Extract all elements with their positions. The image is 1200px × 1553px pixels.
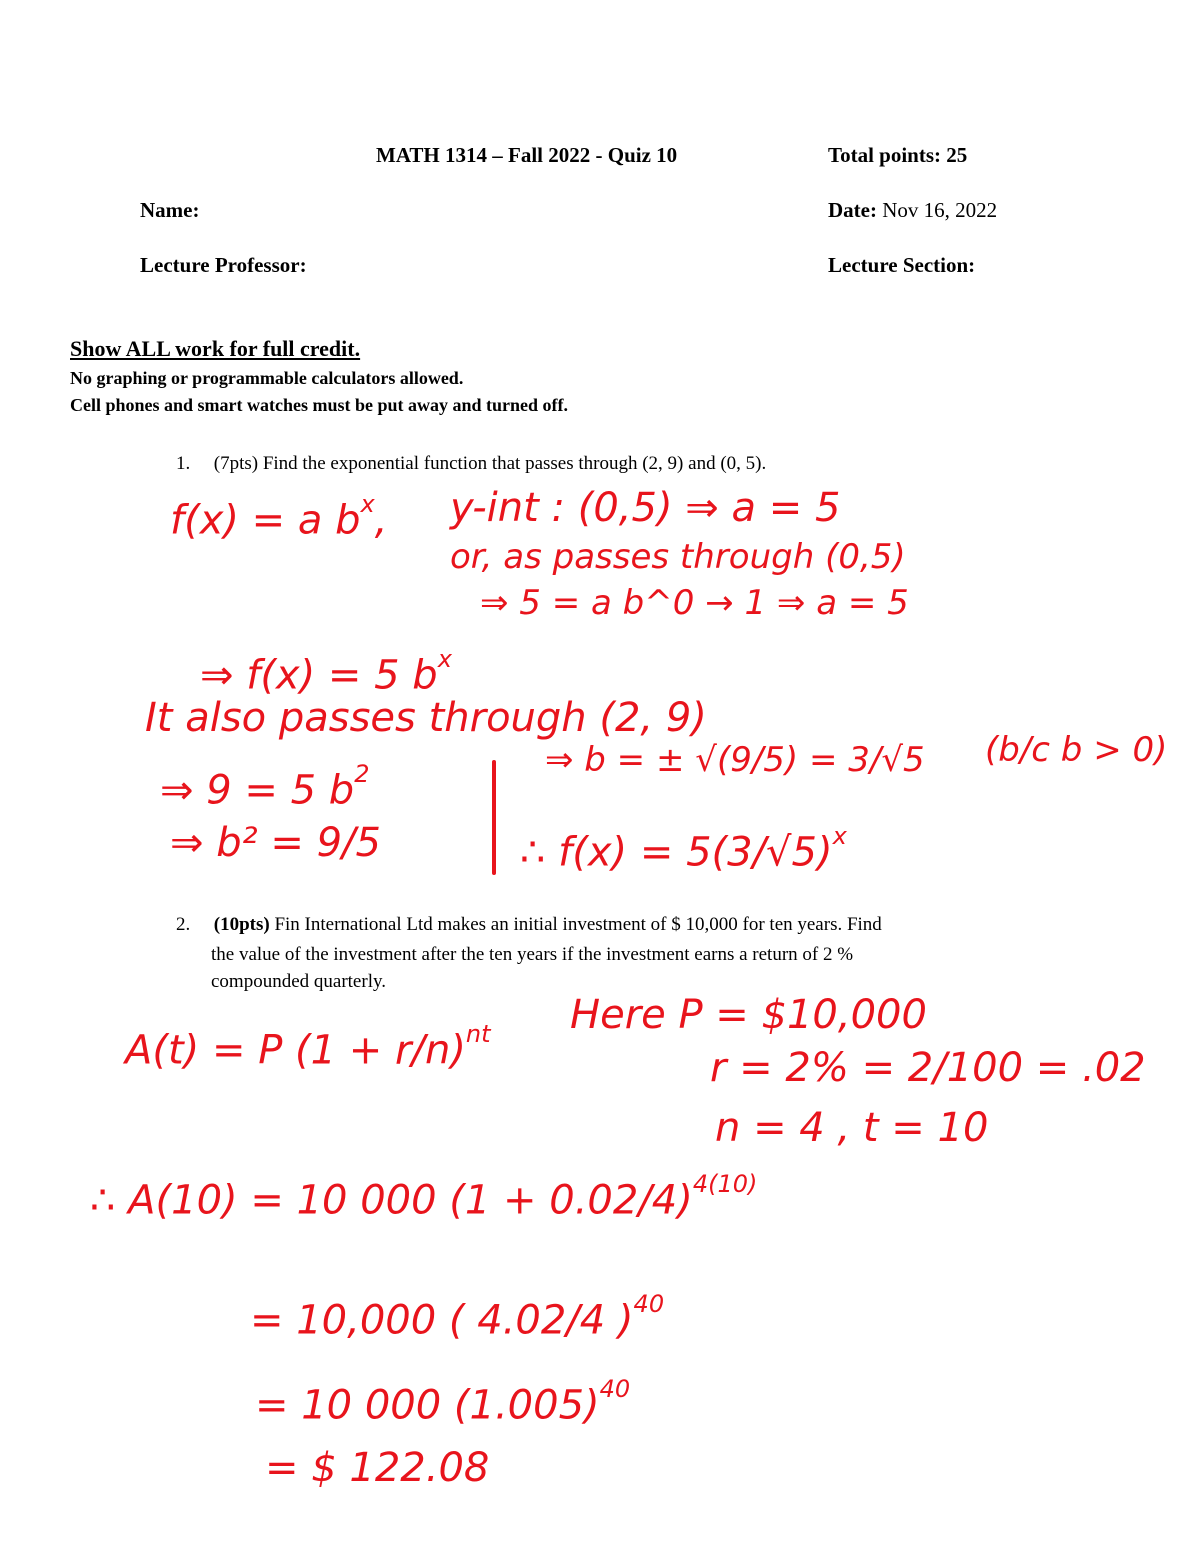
hw-q1-right-1-note: (b/c b > 0) (985, 730, 1168, 770)
question-1 (176, 452, 766, 476)
hw-q2-formula: A(t) = P $(1 + r/n)^{nt}$ (125, 1020, 491, 1074)
total-points (828, 143, 967, 168)
date-field (828, 198, 997, 223)
name-label: Name: (140, 198, 200, 222)
hw-q1-line-6: ⇒ 9 = 5 $b^2$ (160, 760, 370, 814)
hw-q1-line-3: ⇒ 5 = a b^0 → 1 ⇒ a = 5 (480, 583, 909, 623)
professor-label: Lecture Professor: (140, 253, 307, 277)
hw-q2-here-2: r = 2% = 2/100 = .02 (710, 1045, 1146, 1091)
question-2-text-2: the value of the investment after the ten years if the investment earns a return of 2 % (211, 944, 854, 965)
hw-q2-step-4: = $ 122.08 (265, 1445, 490, 1491)
hw-q1-line-2: or, as passes through (0,5) (450, 537, 906, 577)
instructions-line-1: No graphing or programmable calculators allowed. (70, 368, 464, 388)
hw-q1-right-1: ⇒ b = ± √(9/5) = 3/√5 (545, 740, 925, 780)
hw-q2-here-3: n = 4 , t = 10 (715, 1105, 989, 1151)
hw-divider (492, 760, 496, 875)
total-points-label: Total points: (828, 143, 942, 167)
quiz-title: MATH 1314 – Fall 2022 - Quiz 10 (376, 143, 678, 167)
hw-q2-step-1: ∴ A(10) = 10 000 $(1 + 0.02/4)^{4(10)}$ (90, 1170, 758, 1224)
question-1-text: Find the exponential function that passes through (2, 9) and (0, 5). (262, 453, 767, 474)
hw-q2-here-1: Here P = $10,000 (570, 992, 927, 1038)
instructions-line-2: Cell phones and smart watches must be put away and turned off. (70, 395, 569, 415)
hw-q1-line-1b: y-int : (0,5) ⇒ a = 5 (450, 485, 841, 531)
hw-q2-step-3: = 10 000 $(1.005)^{40}$ (255, 1375, 631, 1429)
instructions-heading: Show ALL work for full credit. (70, 336, 361, 361)
hw-q1-right-2: ∴ $f(x) = 5(3/√5)^x$ (520, 822, 847, 876)
hw-q1-line-4: ⇒ f(x) = 5 $b^x$ (200, 645, 452, 699)
question-1-points: (7pts) (213, 453, 259, 474)
hw-q1-line-5: It also passes through (2, 9) (145, 695, 707, 741)
question-2 (176, 913, 882, 937)
hw-q2-step-2: = 10,000 ( 4.02/4 )$^{40}$ (250, 1290, 665, 1344)
date-label: Date: (828, 198, 877, 222)
hw-q1-line-7: ⇒ b² = 9/5 (170, 820, 381, 866)
question-1-number: 1. (176, 453, 191, 474)
hw-q1-line-1a: f(x) = a $b^x$, (170, 490, 388, 544)
section-label: Lecture Section: (828, 253, 976, 277)
question-2-number: 2. (176, 914, 191, 935)
total-points-value: 25 (946, 143, 968, 167)
question-2-text-1: Fin International Ltd makes an initial investment of $ 10,000 for ten years. Find (274, 914, 882, 935)
question-2-text-3: compounded quarterly. (211, 971, 386, 992)
date-value: Nov 16, 2022 (882, 198, 998, 222)
question-2-points: (10pts) (213, 914, 270, 935)
